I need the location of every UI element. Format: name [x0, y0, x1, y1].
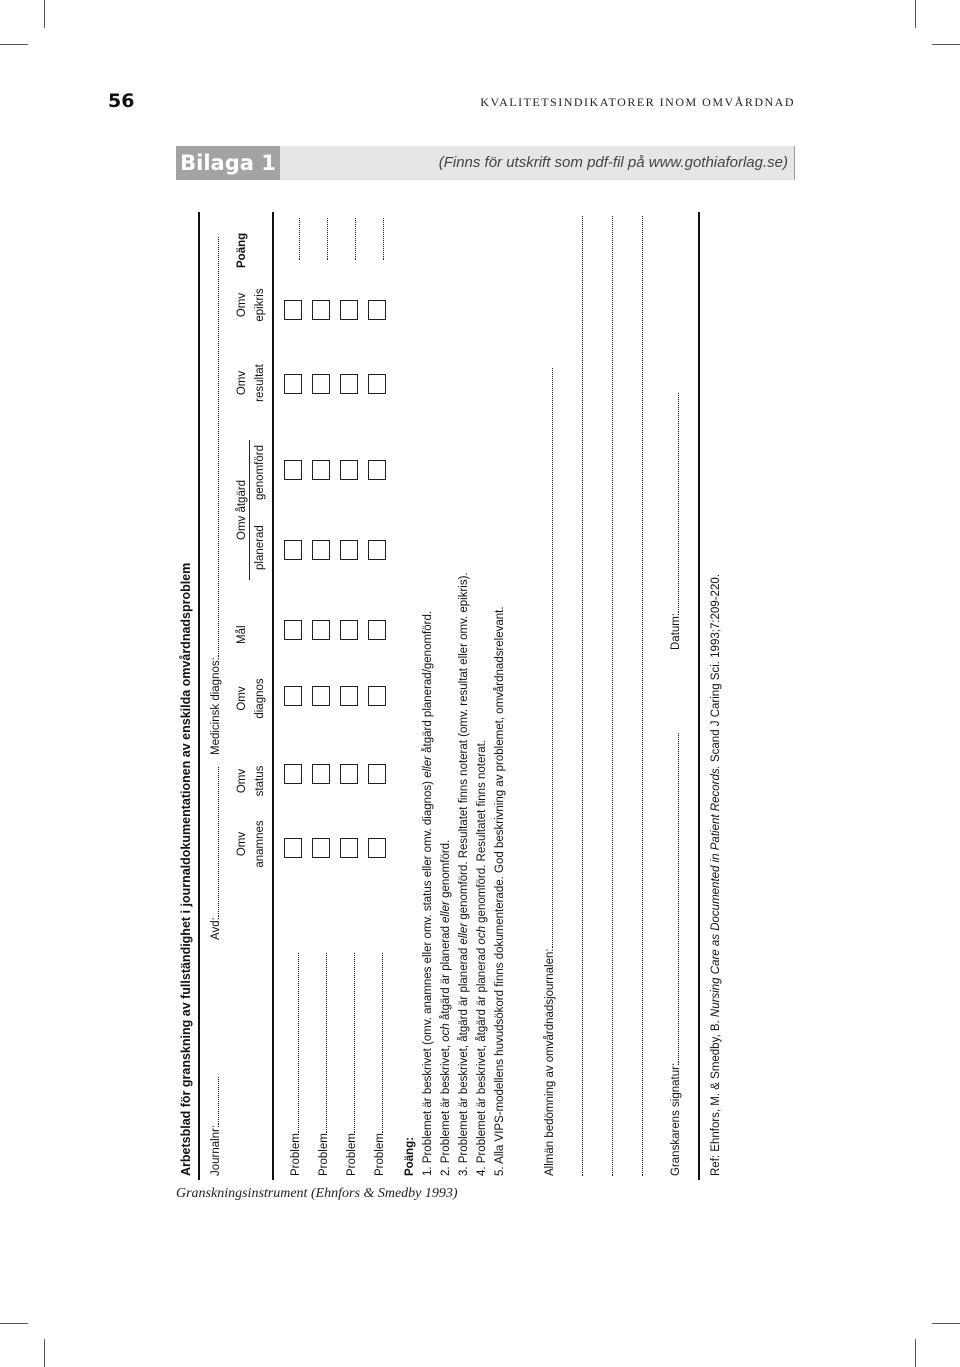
reference-source: Scand J Caring Sci. 1993;7:209-220.	[710, 574, 722, 766]
assessment-line	[642, 216, 643, 1176]
criterion-item	[422, 611, 435, 1176]
col-epikris-line1: Omv	[236, 292, 248, 318]
col-status-line2: status	[253, 765, 266, 797]
col-diagnos-line1: Omv	[236, 686, 248, 711]
col-resultat-line2: resultat	[253, 364, 266, 402]
checkbox[interactable]	[340, 460, 358, 480]
col-anamnes-line1: Omv	[236, 831, 248, 857]
checkbox[interactable]	[312, 838, 330, 858]
problem-row	[316, 953, 331, 1176]
criterion-item	[440, 840, 453, 1176]
crop-mark	[932, 44, 960, 45]
assessment-line	[582, 216, 583, 1176]
poang-heading: Poäng:	[404, 1137, 416, 1176]
signatur-dots	[668, 733, 679, 1063]
col-resultat-line1: Omv	[236, 370, 248, 396]
problem-dots	[316, 953, 327, 1133]
checkbox[interactable]	[312, 764, 330, 784]
col-anamnes-header	[236, 814, 266, 874]
title-rule	[198, 212, 200, 1180]
appendix-note: (Finns för utskrift som pdf-fil på www.gothiaforlag.se)	[438, 154, 788, 171]
criterion-text: genomförd. Resultatet finns noterat (omv. resultat eller omv. epikris).	[458, 572, 470, 923]
checkbox[interactable]	[312, 374, 330, 394]
checkbox[interactable]	[368, 686, 386, 706]
poang-dots	[298, 218, 300, 260]
checkbox[interactable]	[312, 686, 330, 706]
problem-label: Problem	[318, 1133, 330, 1176]
checkbox[interactable]	[312, 540, 330, 560]
criterion-num: 4.	[476, 1166, 488, 1176]
col-epikris-line2: epikris	[253, 288, 266, 322]
criterion-item	[476, 740, 489, 1176]
worksheet	[176, 212, 794, 1180]
medicinsk-diagnos-field	[208, 237, 223, 755]
signatur-field	[668, 733, 683, 1176]
crop-mark	[932, 1323, 960, 1324]
checkbox[interactable]	[368, 764, 386, 784]
problem-row	[372, 953, 387, 1176]
reference	[710, 574, 723, 1176]
problem-dots	[372, 953, 383, 1133]
criterion-num: 1.	[422, 1166, 434, 1176]
avd-dots	[208, 767, 219, 917]
criterion-text: åtgärd är planerad	[440, 922, 452, 1024]
appendix-label: Bilaga 1	[176, 146, 280, 180]
criterion-text: Problemet är beskrivet, åtgärd är planerad	[476, 944, 488, 1164]
journalnr-label: Journalnr:	[210, 1124, 222, 1176]
checkbox[interactable]	[312, 460, 330, 480]
journalnr-dots	[208, 1077, 219, 1125]
allman-dots	[542, 368, 553, 948]
checkbox[interactable]	[284, 300, 302, 320]
crop-mark	[44, 1339, 45, 1367]
criterion-emph: eller	[458, 922, 470, 945]
col-status-line1: Omv	[236, 768, 248, 794]
checkbox[interactable]	[284, 764, 302, 784]
checkbox[interactable]	[340, 540, 358, 560]
checkbox[interactable]	[284, 686, 302, 706]
checkbox[interactable]	[312, 620, 330, 640]
col-mal-header: Mål	[236, 625, 248, 644]
checkbox[interactable]	[368, 838, 386, 858]
reference-title: Nursing Care as Documented in Patient Records.	[710, 765, 722, 1018]
checkbox[interactable]	[340, 620, 358, 640]
header-rule	[272, 212, 274, 1180]
criterion-text: Alla VIPS-modellens huvudsökord finns dokumenterade. God beskrivning av problemet, omvårdnadsrelevant.	[494, 606, 506, 1164]
criterion-text: genomförd.	[440, 839, 452, 902]
checkbox[interactable]	[368, 540, 386, 560]
problem-label: Problem	[346, 1133, 358, 1176]
signatur-label: Granskarens signatur:	[670, 1062, 682, 1176]
poang-dots	[326, 218, 328, 260]
checkbox[interactable]	[340, 300, 358, 320]
checkbox[interactable]	[368, 620, 386, 640]
col-planerad-header: planerad	[254, 525, 266, 570]
criterion-text: genomförd. Resultatet finns noterat.	[476, 740, 488, 927]
problem-row	[344, 953, 359, 1176]
checkbox[interactable]	[284, 620, 302, 640]
checkbox[interactable]	[368, 300, 386, 320]
appendix-banner	[176, 146, 795, 180]
avd-field	[208, 767, 223, 940]
figure-caption: Granskningsinstrument (Ehnfors & Smedby 1993)	[176, 1186, 458, 1201]
crop-mark	[44, 0, 45, 28]
criterion-text: Problemet är beskrivet (omv. anamnes eller omv. status eller omv. diagnos)	[422, 777, 434, 1164]
crop-mark	[915, 1339, 916, 1367]
col-resultat-header	[236, 358, 266, 408]
allman-label: Allmän bedömning av omvårdnadsjournalen:	[544, 948, 556, 1176]
worksheet-frame	[176, 212, 794, 1180]
criterion-emph: eller	[440, 901, 452, 923]
criterion-num: 5.	[494, 1166, 506, 1176]
col-poang-header: Poäng	[236, 232, 248, 268]
criterion-item	[458, 572, 471, 1176]
col-status-header	[236, 756, 266, 806]
assessment-line	[612, 216, 613, 1176]
problem-dots	[288, 953, 299, 1133]
page-number: 56	[108, 90, 135, 112]
col-epikris-header	[236, 280, 266, 330]
criterion-text: åtgärd planerad/genomförd.	[422, 610, 434, 757]
datum-field	[668, 393, 683, 650]
col-atgard-header: Omv åtgärd	[236, 479, 248, 540]
checkbox[interactable]	[284, 540, 302, 560]
checkbox[interactable]	[340, 374, 358, 394]
checkbox[interactable]	[340, 764, 358, 784]
poang-dots	[354, 218, 356, 260]
crop-mark	[0, 1323, 28, 1324]
col-genomford-header: genomförd	[254, 445, 266, 500]
checkbox[interactable]	[368, 374, 386, 394]
crop-mark	[915, 0, 916, 28]
crop-mark	[0, 44, 28, 45]
criterion-emph: eller	[422, 756, 434, 778]
problem-label: Problem	[374, 1133, 386, 1176]
checkbox[interactable]	[340, 838, 358, 858]
criterion-text: Problemet är beskrivet, åtgärd är planerad	[458, 944, 470, 1164]
atgard-underline	[249, 440, 250, 580]
col-anamnes-line2: anamnes	[253, 820, 266, 868]
checkbox[interactable]	[284, 460, 302, 480]
checkbox[interactable]	[284, 838, 302, 858]
datum-dots	[668, 393, 679, 613]
reference-authors: Ref: Ehnfors, M. & Smedby, B.	[710, 1017, 722, 1176]
criterion-text: Problemet är beskrivet,	[440, 1041, 452, 1164]
criterion-item	[494, 606, 507, 1176]
avd-label: Avd:	[210, 917, 222, 940]
checkbox[interactable]	[312, 300, 330, 320]
medicinsk-diagnos-dots	[208, 237, 219, 657]
checkbox[interactable]	[368, 460, 386, 480]
journalnr-field	[208, 1077, 223, 1176]
poang-dots	[382, 218, 384, 260]
checkbox[interactable]	[284, 374, 302, 394]
allman-field	[542, 368, 557, 1176]
criterion-num: 3.	[458, 1166, 470, 1176]
criterion-emph: och	[476, 926, 488, 945]
footer-rule	[698, 212, 700, 1180]
checkbox[interactable]	[340, 686, 358, 706]
criterion-emph: och	[440, 1023, 452, 1042]
problem-dots	[344, 953, 355, 1133]
problem-label: Problem	[290, 1133, 302, 1176]
col-diagnos-header	[236, 671, 266, 726]
medicinsk-diagnos-label: Medicinsk diagnos:	[210, 657, 222, 755]
col-diagnos-line2: diagnos	[253, 678, 266, 719]
criterion-num: 2.	[440, 1166, 452, 1176]
problem-row	[288, 953, 303, 1176]
worksheet-title: Arbetsblad för granskning av fullständighet i journaldokumentationen av enskilda omvårdnadsproblem	[179, 562, 193, 1176]
datum-label: Datum:	[670, 612, 682, 650]
running-head: KVALITETSINDIKATORER INOM OMVÅRDNAD	[480, 95, 795, 109]
